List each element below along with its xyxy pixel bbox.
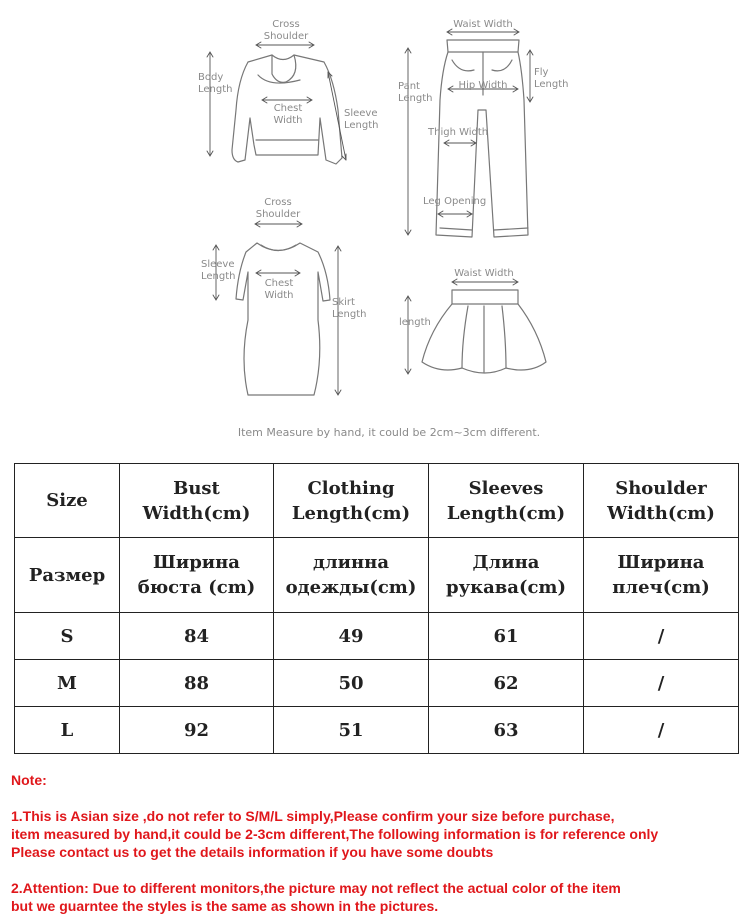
sleeve-cell: 62 [429,660,584,707]
note-line: Please contact us to get the details information if you have some doubts [11,844,494,860]
label-skirt-length-short: length [399,317,431,328]
header-cell: Clothing Length(cm) [274,464,429,538]
label-chest-width: Chest Width [273,103,303,126]
notes-section [11,771,746,915]
measurement-diagrams [0,0,750,450]
header-cell: Shoulder Width(cm) [584,464,739,538]
header-cell: длинна одежды(cm) [274,538,429,613]
bust-cell: 88 [120,660,274,707]
note-line: but we guarntee the styles is the same as shown in the pictures. [11,898,439,914]
note-line: item measured by hand,it could be 2-3cm different,The following information is for reference only [11,826,659,842]
shoulder-cell: / [584,613,739,660]
sleeve-cell: 63 [429,707,584,754]
label-skirt-length: Skirt Length [332,297,367,320]
label-skirt-waist-width: Waist Width [454,268,514,279]
shoulder-cell: / [584,707,739,754]
label-thigh-width: Thigh Width [428,127,489,138]
length-cell: 49 [274,613,429,660]
table-header-ru [15,538,739,613]
bust-cell: 92 [120,707,274,754]
length-cell: 50 [274,660,429,707]
table-row [15,707,739,754]
dress-sketch [236,243,330,395]
label-dress-cross-shoulder: Cross Shoulder [255,197,301,220]
header-cell: Размер [15,538,120,613]
note-line: 1.This is Asian size ,do not refer to S/M/L simply,Please confirm your size before purchase, [11,808,615,824]
label-pant-length: Pant Length [398,81,433,104]
size-chart-table [14,463,739,754]
shoulder-cell: / [584,660,739,707]
table-row [15,660,739,707]
length-cell: 51 [274,707,429,754]
skirt-sketch [422,290,546,373]
note-line: 2.Attention: Due to different monitors,the picture may not reflect the actual color of the item [11,880,621,896]
measure-caption: Item Measure by hand, it could be 2cm~3cm different. [237,426,541,439]
label-waist-width: Waist Width [453,19,513,30]
header-cell: Ширина плеч(cm) [584,538,739,613]
label-sleeve-length: Sleeve Length [344,108,379,131]
bust-cell: 84 [120,613,274,660]
label-hip-width: Hip Width [458,80,508,91]
size-cell: S [15,613,120,660]
table-header-en [15,464,739,538]
header-cell: Длина рукава(cm) [429,538,584,613]
label-dress-chest-width: Chest Width [264,278,294,301]
header-cell: Bust Width(cm) [120,464,274,538]
label-fly-length: Fly Length [534,67,569,90]
size-cell: M [15,660,120,707]
sleeve-cell: 61 [429,613,584,660]
label-body-length: Body Length [198,72,233,95]
notes-title: Note: [11,772,47,788]
header-cell: Sleeves Length(cm) [429,464,584,538]
label-cross-shoulder: Cross Shoulder [263,19,309,42]
label-dress-sleeve-length: Sleeve Length [201,259,236,282]
size-cell: L [15,707,120,754]
garment-sketches [0,0,750,450]
header-cell: Size [15,464,120,538]
table-row [15,613,739,660]
header-cell: Ширина бюста (cm) [120,538,274,613]
label-leg-opening: Leg Opening [423,196,487,207]
